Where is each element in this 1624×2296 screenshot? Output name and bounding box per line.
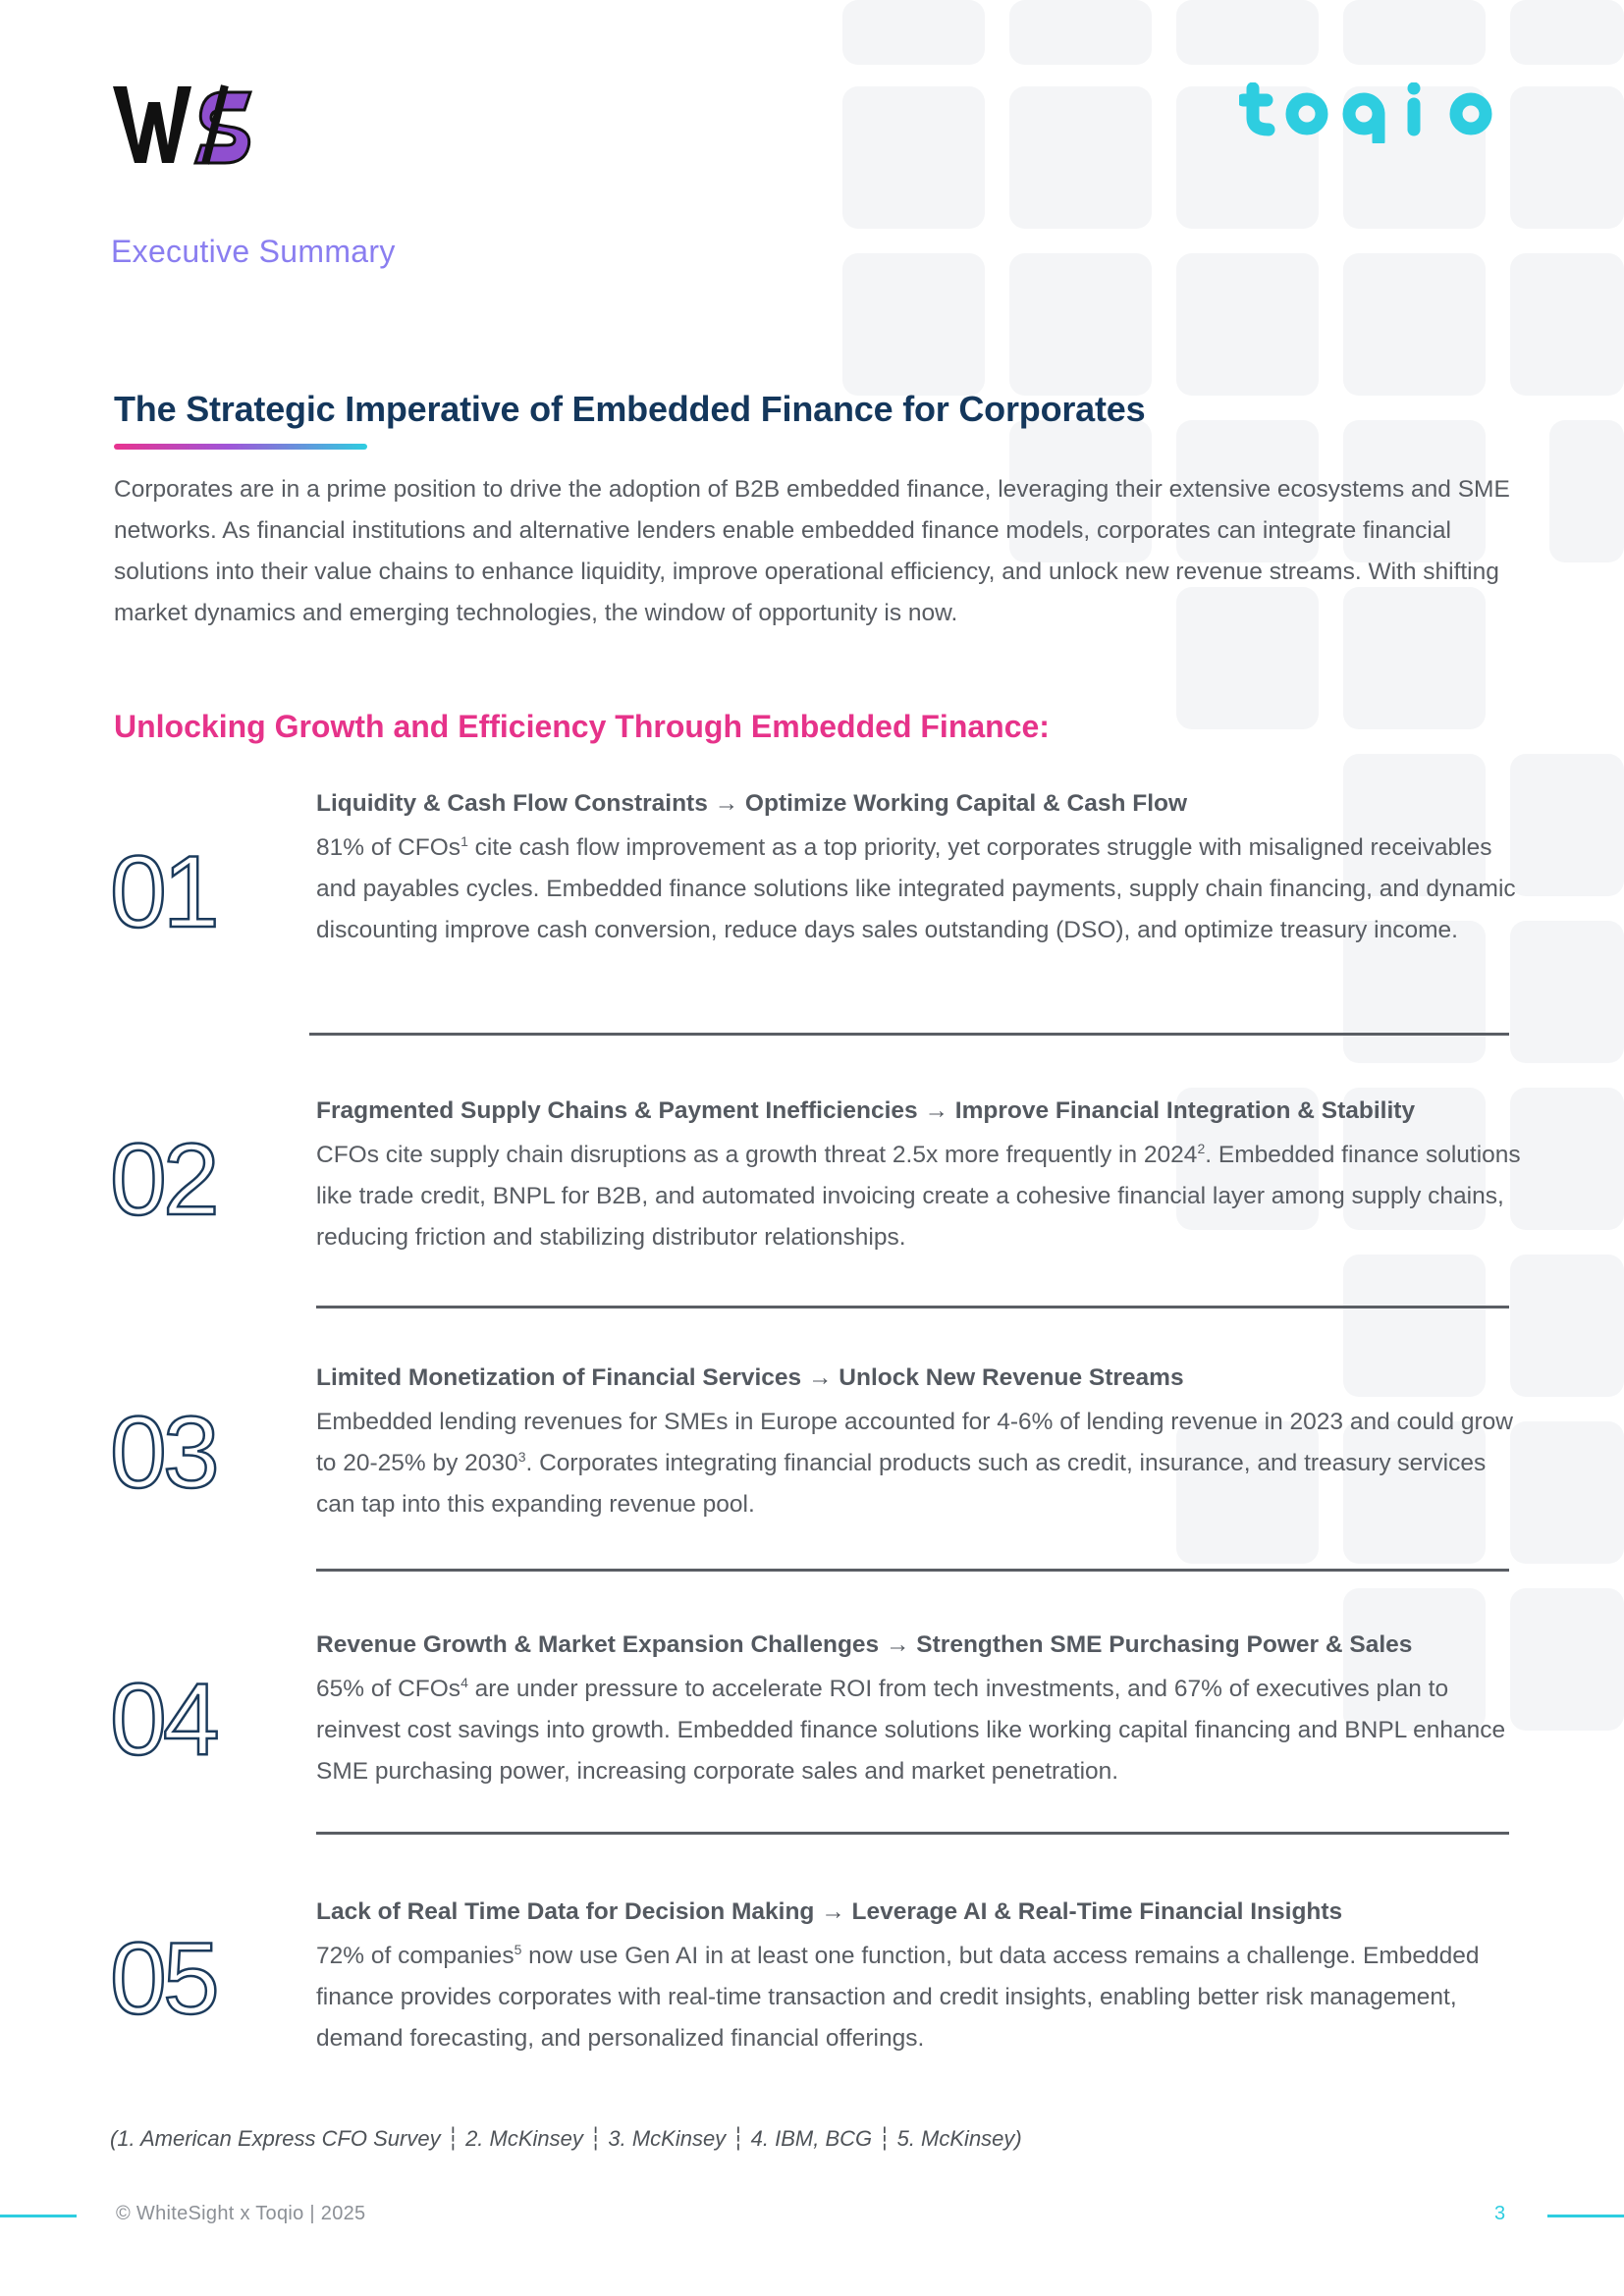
item-heading: Revenue Growth & Market Expansion Challenges → Strengthen SME Purchasing Power & Sales — [316, 1631, 1413, 1658]
footer-accent-left — [0, 2215, 77, 2217]
item-body: 72% of companies$^5$ now use Gen AI in at least one function, but data access remains a challenge. Embedded finance provides corporates with real-time transaction and credit insights, enabling better risk management, demand forecasting, and personalized financial offerings. — [316, 1941, 1480, 2052]
item-body: 81% of CFOs$^1$ cite cash flow improvement as a top priority, yet corporates struggle with misaligned receivables and payables cycles. Embedded finance solutions like integrated payments, supply chain financing, and dynamic discounting improve cash conversion, reduce days sales outstanding (DSO), and optimize treasury income. — [316, 832, 1516, 943]
intro-paragraph: Corporates are in a prime position to drive the adoption of B2B embedded finance, leveraging their extensive ecosystems and SME networks. As financial institutions and alternative lenders enable embedded finance models, corporates can integrate financial solutions into their value chains to enhance liquidity, improve operational efficiency, and unlock new revenue streams. With shifting market dynamics and emerging technologies, the window of opportunity is now. — [114, 476, 1510, 626]
divider — [316, 1306, 1509, 1308]
footer-copyright: © WhiteSight x Toqio | 2025 — [116, 2203, 366, 2224]
item-heading: Lack of Real Time Data for Decision Making → Leverage AI & Real-Time Financial Insights — [316, 1898, 1343, 1925]
footnote-ref: 1 — [460, 832, 468, 849]
section-label: Executive Summary — [111, 234, 396, 269]
item-number: 04 — [110, 1663, 216, 1777]
title-underline — [114, 444, 367, 450]
footnote-ref: 3 — [517, 1448, 526, 1465]
item-number: 05 — [110, 1922, 216, 2036]
item-heading: Fragmented Supply Chains & Payment Inefficiencies → Improve Financial Integration & Stability — [316, 1097, 1416, 1124]
item-body: Embedded lending revenues for SMEs in Europe accounted for 4-6% of lending revenue in 2023 and could grow to 20-25% by 2030$^3$. Corporates integrating financial products such as credit, insurance, and treasury services can tap into this expanding revenue pool. — [316, 1409, 1513, 1518]
item-heading: Liquidity & Cash Flow Constraints → Optimize Working Capital & Cash Flow — [316, 790, 1188, 817]
divider — [316, 1832, 1509, 1835]
item-heading: Limited Monetization of Financial Services → Unlock New Revenue Streams — [316, 1364, 1184, 1391]
item-body: 65% of CFOs$^4$ are under pressure to accelerate ROI from tech investments, and 67% of executives plan to reinvest cost savings into growth. Embedded finance solutions like working capital financing and BNPL enhance SME purchasing power, increasing corporate sales and market penetration. — [316, 1674, 1506, 1785]
page-number: 3 — [1494, 2203, 1506, 2224]
divider — [309, 1033, 1509, 1036]
item-number: 03 — [110, 1396, 216, 1510]
divider — [316, 1569, 1509, 1572]
footnote-ref: 2 — [1197, 1140, 1206, 1156]
section-subheading: Unlocking Growth and Efficiency Through Embedded Finance: — [114, 709, 1050, 744]
footer-accent-right — [1547, 2215, 1624, 2217]
item-body: CFOs cite supply chain disruptions as a growth threat 2.5x more frequently in 2024$^2$. Embedded finance solutions like trade credit, BNPL for B2B, and automated invoicing create a cohesive financial layer among supply chains, reducing friction and stabilizing distributor relationships. — [316, 1140, 1521, 1251]
item-number: 02 — [110, 1123, 216, 1237]
sources-note: (1. American Express CFO Survey ┆ 2. McKinsey ┆ 3. McKinsey ┆ 4. IBM, BCG ┆ 5. McKinsey) — [110, 2126, 1022, 2151]
toqio-logo — [1239, 82, 1512, 143]
whitesight-logo — [113, 84, 256, 165]
footnote-ref: 4 — [460, 1674, 468, 1690]
page-title: The Strategic Imperative of Embedded Finance for Corporates — [114, 389, 1146, 429]
item-number: 01 — [110, 835, 216, 949]
footnote-ref: 5 — [514, 1941, 522, 1957]
